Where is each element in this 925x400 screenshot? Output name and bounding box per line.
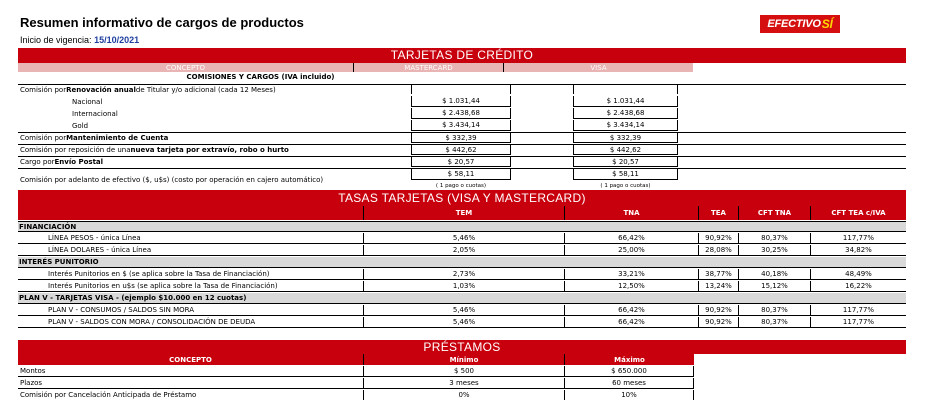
tem-value: 5,46% — [363, 317, 564, 327]
tea-value: 90,92% — [698, 233, 738, 243]
cft-tea-value: 117,77% — [810, 305, 906, 315]
cft-tna-value: 80,37% — [738, 305, 810, 315]
cft-tea-value: 117,77% — [810, 317, 906, 327]
tea-value: 13,24% — [698, 281, 738, 291]
tna-value: 12,50% — [564, 281, 698, 291]
maximo-value: $ 650.000 — [564, 366, 694, 376]
table-row — [18, 245, 906, 256]
tarjetas-header-visa: VISA — [503, 63, 693, 72]
table-row — [18, 144, 906, 155]
tem-value: 5,46% — [363, 305, 564, 315]
table-row — [18, 305, 906, 316]
visa-value — [573, 85, 678, 94]
tna-value: 25,00% — [564, 245, 698, 255]
mastercard-value: $ 2.438,68 — [411, 108, 511, 119]
tasas-header-tna: TNA — [564, 206, 698, 220]
row-label: Comisión por reposición de una nueva tarjeta por extravío, robo o hurto — [20, 146, 289, 154]
row-label: Interés Punitorios en u$s (se aplica sobre la Tasa de Financiación) — [48, 282, 278, 290]
row-label: Comisión por Renovación anual de Titular y/o adicional (cada 12 Meses) — [20, 85, 276, 94]
tarjetas-header-concepto: CONCEPTO — [18, 63, 353, 72]
row-label: PLAN V - CONSUMOS / SALDOS SIN MORA — [48, 306, 195, 314]
visa-value: $ 2.438,68 — [573, 108, 678, 119]
minimo-value: 3 meses — [363, 378, 564, 388]
row-label: Gold — [72, 121, 89, 130]
group-title: PLAN V - TARJETAS VISA - (ejemplo $10.000 en 12 cuotas) — [19, 294, 247, 302]
visa-value: $ 1.031,44 — [573, 96, 678, 107]
table-row — [18, 96, 906, 107]
tea-value: 38,77% — [698, 269, 738, 279]
cft-tea-value: 48,49% — [810, 269, 906, 279]
tem-value: 1,03% — [363, 281, 564, 291]
table-row — [18, 132, 906, 143]
tea-value: 90,92% — [698, 317, 738, 327]
tea-value: 28,08% — [698, 245, 738, 255]
tna-value: 33,21% — [564, 269, 698, 279]
table-row — [18, 317, 906, 328]
mastercard-value: $ 1.031,44 — [411, 96, 511, 107]
tna-value: 66,42% — [564, 317, 698, 327]
maximo-value: 10% — [564, 390, 694, 400]
row-label: Comisión por adelanto de efectivo ($, u$s) (costo por operación en cajero automático) — [20, 175, 324, 184]
visa-value: $ 442,62 — [573, 145, 678, 155]
vigencia-label: Inicio de vigencia: — [20, 35, 92, 45]
row-label: Comisión por Mantenimiento de Cuenta — [20, 134, 169, 142]
row-label: Cargo por Envío Postal — [20, 158, 104, 166]
row-label: Plazos — [20, 379, 43, 387]
table-row — [18, 390, 694, 400]
tasas-header-cft-tea: CFT TEA c/IVA — [810, 206, 906, 220]
table-row — [18, 233, 906, 244]
mastercard-value: $ 332,39 — [411, 133, 511, 143]
visa-value: $ 58,11 — [573, 169, 678, 180]
cft-tea-value: 117,77% — [810, 233, 906, 243]
row-label: Montos — [20, 367, 46, 375]
group-header — [18, 221, 906, 232]
maximo-value: 60 meses — [564, 378, 694, 388]
mastercard-value — [411, 85, 511, 94]
group-title: INTERÉS PUNITORIO — [19, 258, 99, 266]
tem-value: 5,46% — [363, 233, 564, 243]
tarjetas-band: TARJETAS DE CRÉDITO — [18, 48, 906, 63]
cft-tna-value: 15,12% — [738, 281, 810, 291]
tasas-band: TASAS TARJETAS (VISA Y MASTERCARD) — [18, 190, 906, 206]
tarjetas-header-mastercard: MASTERCARD — [353, 63, 503, 72]
row-label: Internacional — [72, 109, 118, 118]
visa-value: $ 20,57 — [573, 157, 678, 167]
mastercard-value: $ 20,57 — [411, 157, 511, 167]
tea-value: 90,92% — [698, 305, 738, 315]
minimo-value: $ 500 — [363, 366, 564, 376]
cft-tea-value: 16,22% — [810, 281, 906, 291]
mastercard-value: $ 3.434,14 — [411, 120, 511, 131]
vigencia-line — [20, 35, 139, 45]
tasas-header-tem: TEM — [363, 206, 564, 220]
prestamos-header-concepto: CONCEPTO — [18, 354, 363, 365]
tasas-header-cft-tna: CFT TNA — [738, 206, 810, 220]
row-label: Nacional — [72, 97, 103, 106]
cft-tna-value: 80,37% — [738, 233, 810, 243]
table-row — [18, 281, 906, 292]
tasas-header-tea: TEA — [698, 206, 738, 220]
row-label: Interés Punitorios en $ (se aplica sobre la Tasa de Financiación) — [48, 270, 270, 278]
vigencia-date: 15/10/2021 — [94, 35, 140, 45]
tna-value: 66,42% — [564, 305, 698, 315]
group-header — [18, 293, 906, 304]
mastercard-subnote: ( 1 pago o cuotas) — [435, 182, 487, 189]
mastercard-value: $ 442,62 — [411, 145, 511, 155]
prestamos-band: PRÉSTAMOS — [18, 340, 906, 354]
logo-accent: SÍ — [821, 17, 833, 31]
cft-tna-value: 40,18% — [738, 269, 810, 279]
table-row — [18, 378, 694, 389]
visa-value: $ 3.434,14 — [573, 120, 678, 131]
cft-tea-value: 34,82% — [810, 245, 906, 255]
table-row — [18, 168, 906, 190]
cft-tna-value: 30,25% — [738, 245, 810, 255]
visa-value: $ 332,39 — [573, 133, 678, 143]
tem-value: 2,73% — [363, 269, 564, 279]
table-row — [18, 120, 906, 131]
row-label: LÍNEA PESOS - única Línea — [48, 234, 141, 242]
table-row — [18, 84, 906, 94]
cft-tna-value: 80,37% — [738, 317, 810, 327]
row-label: PLAN V - SALDOS CON MORA / CONSOLIDACIÓN DE DEUDA — [48, 318, 256, 326]
table-row — [18, 269, 906, 280]
page-title: Resumen informativo de cargos de productos — [20, 15, 304, 30]
group-header — [18, 257, 906, 268]
tna-value: 66,42% — [564, 233, 698, 243]
prestamos-header-maximo: Máximo — [564, 354, 694, 365]
group-title: FINANCIACIÓN — [19, 222, 77, 231]
visa-subnote: ( 1 pago o cuotas) — [600, 182, 651, 189]
prestamos-header-minimo: Mínimo — [363, 354, 564, 365]
table-row — [18, 366, 694, 377]
tarjetas-section-title: COMISIONES Y CARGOS (IVA incluido) — [186, 72, 335, 81]
minimo-value: 0% — [363, 390, 564, 400]
row-label: Comisión por Cancelación Anticipada de Préstamo — [20, 391, 197, 399]
table-row — [18, 156, 906, 167]
logo-text: EFECTIVO — [767, 18, 821, 30]
tem-value: 2,05% — [363, 245, 564, 255]
efectivo-si-logo — [760, 15, 840, 33]
mastercard-value: $ 58,11 — [411, 169, 511, 180]
row-label: LÍNEA DOLARES - única Línea — [48, 246, 152, 254]
table-row — [18, 108, 906, 119]
